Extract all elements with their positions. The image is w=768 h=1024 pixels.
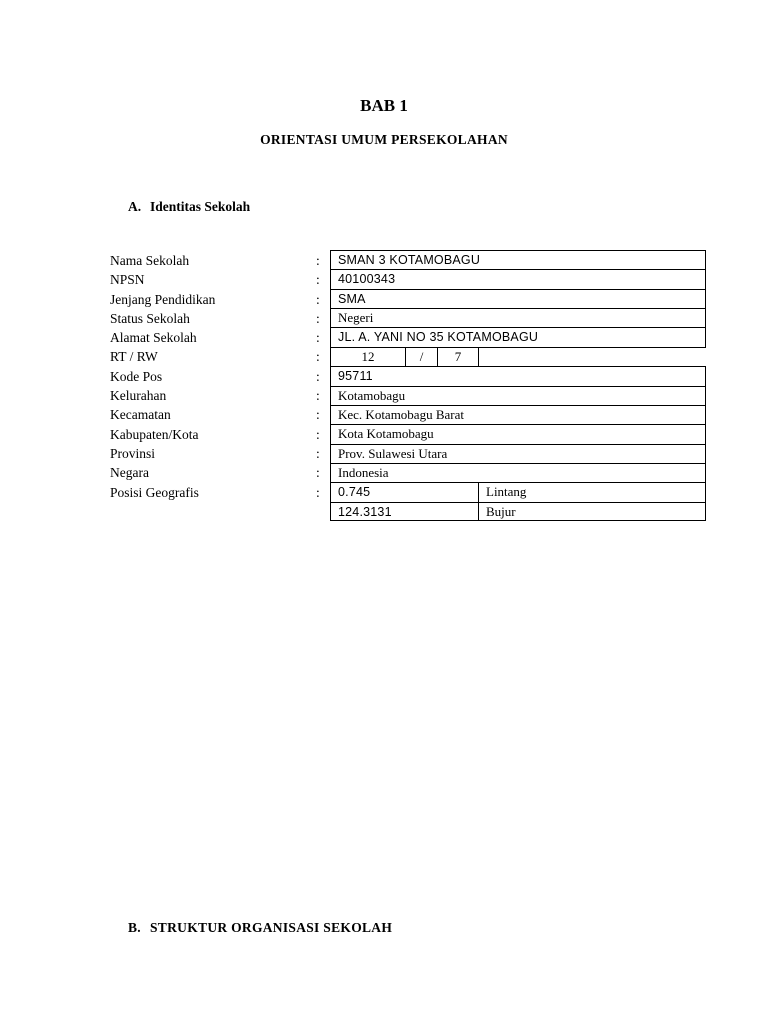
section-b-heading	[128, 920, 392, 936]
rt-value: 12	[330, 347, 406, 367]
alamat-value: JL. A. YANI NO 35 KOTAMOBAGU	[330, 327, 706, 348]
negara-value: Indonesia	[330, 463, 706, 483]
colon: :	[316, 291, 320, 307]
colon: :	[316, 272, 320, 288]
nama-sekolah-value: SMAN 3 KOTAMOBAGU	[330, 250, 706, 270]
label-row	[110, 386, 330, 405]
section-b-title: STRUKTUR ORGANISASI SEKOLAH	[150, 920, 393, 935]
kode-pos-value: 95711	[330, 366, 706, 387]
colon: :	[316, 484, 320, 500]
identity-value-grid	[330, 250, 706, 521]
label-row	[110, 290, 330, 309]
field-label: NPSN	[110, 272, 145, 288]
label-row	[110, 367, 330, 386]
rt-rw-separator: /	[405, 347, 438, 367]
kelurahan-value: Kotamobagu	[330, 386, 706, 406]
section-a-heading	[128, 199, 250, 215]
label-row	[110, 270, 330, 289]
colon: :	[316, 310, 320, 326]
bujur-value: 124.3131	[330, 502, 479, 521]
label-row	[110, 483, 330, 502]
label-row	[110, 425, 330, 444]
lintang-label: Lintang	[478, 482, 706, 503]
npsn-value: 40100343	[330, 269, 706, 290]
field-label: Alamat Sekolah	[110, 330, 197, 346]
label-row	[110, 309, 330, 328]
label-row	[110, 463, 330, 482]
colon: :	[316, 388, 320, 404]
colon: :	[316, 330, 320, 346]
label-row	[110, 444, 330, 463]
field-label: Kabupaten/Kota	[110, 426, 199, 442]
field-label: Posisi Geografis	[110, 484, 199, 500]
rw-value: 7	[437, 347, 479, 367]
colon: :	[316, 349, 320, 365]
jenjang-value: SMA	[330, 289, 706, 309]
label-row	[110, 405, 330, 424]
colon: :	[316, 368, 320, 384]
kabupaten-value: Kota Kotamobagu	[330, 424, 706, 445]
field-label: Kode Pos	[110, 368, 163, 384]
field-label: Kecamatan	[110, 407, 171, 423]
field-label: Provinsi	[110, 445, 156, 461]
field-label: Nama Sekolah	[110, 253, 190, 268]
label-row	[110, 328, 330, 347]
label-row	[110, 251, 330, 270]
colon: :	[316, 465, 320, 481]
field-label: Status Sekolah	[110, 310, 190, 326]
section-a-marker: A.	[128, 199, 142, 214]
field-label: Negara	[110, 465, 149, 481]
section-a-title: Identitas Sekolah	[150, 199, 251, 214]
chapter-subtitle: ORIENTASI UMUM PERSEKOLAHAN	[260, 132, 508, 147]
field-label: Kelurahan	[110, 388, 167, 404]
colon: :	[316, 445, 320, 461]
chapter-title: BAB 1	[360, 96, 408, 115]
colon: :	[316, 407, 320, 423]
section-b-marker: B.	[128, 920, 141, 935]
field-label: Jenjang Pendidikan	[110, 291, 216, 307]
status-value: Negeri	[330, 308, 706, 328]
colon: :	[316, 253, 320, 268]
provinsi-value: Prov. Sulawesi Utara	[330, 444, 706, 464]
identity-labels	[110, 251, 330, 502]
lintang-value: 0.745	[330, 482, 479, 503]
label-row	[110, 347, 330, 366]
field-label: RT / RW	[110, 349, 158, 365]
colon: :	[316, 426, 320, 442]
kecamatan-value: Kec. Kotamobagu Barat	[330, 405, 706, 425]
bujur-label: Bujur	[478, 502, 706, 521]
